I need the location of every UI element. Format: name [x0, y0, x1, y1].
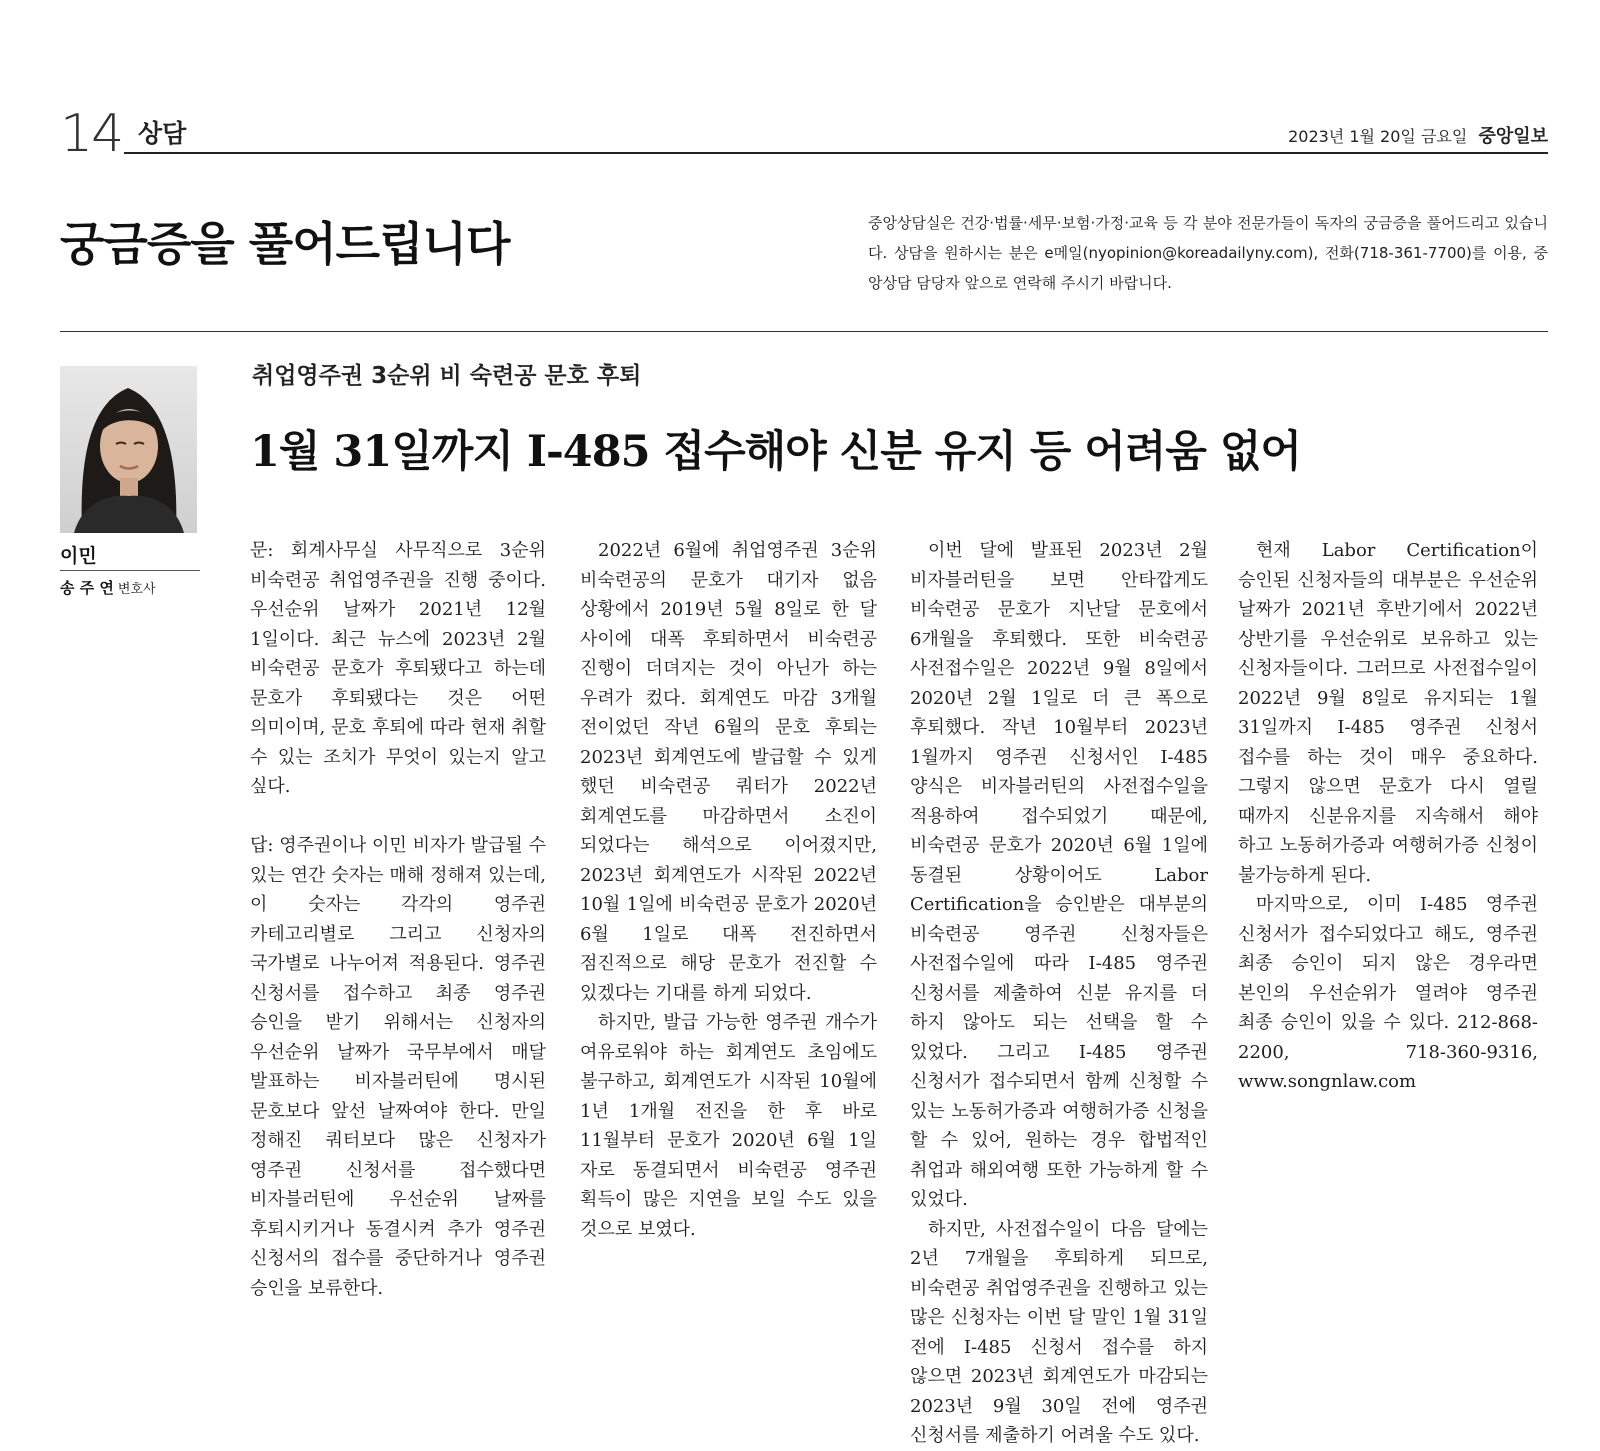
body-paragraph: 하지만, 발급 가능한 영주권 개수가 여유로워야 하는 회계연도 초임에도 불구하고, 회계연도가 시작된 10월에 1년 1개월 전진을 한 후 바로 11월부터 문호가 2020년 6월 1일 자로 동결되면서 비숙련공 영주권 획득이 많은 지연을 보일 수도 있을 것으로 보였다. [580, 1012, 877, 1240]
article-subhead: 취업영주권 3순위 비 숙련공 문호 후퇴 [252, 363, 642, 389]
author-photo [60, 366, 197, 533]
header-divider [124, 152, 1548, 154]
body-paragraph: 2022년 6월에 취업영주권 3순위 비숙련공의 문호가 대기자 없음 상황에서 2019년 5월 8일로 한 달 사이에 대폭 후퇴하면서 비숙련공 진행이 더뎌지는 것이 아닌가 하는 우려가 컸다. 회계연도 마감 3개월 전이었던 작년 6월의 문호 후퇴는 2023년 회계연도에 발급할 수 있게 했던 비숙련공 쿼터가 2022년 회계연도를 마감하면서 소진이 되었다는 해석으로 이어졌지만, 2023년 회계연도가 시작된 2022년 10월 1일에 비숙련공 문호가 2020년 6월 1일로 대폭 전진하면서 점진적으로 해당 문호가 전진할 수 있겠다는 기대를 하게 되었다. [580, 540, 877, 1004]
body-column-1 [250, 536, 546, 1303]
page-number: 14 [60, 104, 123, 164]
author-credit [60, 577, 156, 598]
body-column-4 [1238, 536, 1538, 1097]
section-divider [60, 331, 1548, 332]
page-header [60, 100, 1548, 162]
publication-date: 2023년 1월 20일 금요일 [1288, 127, 1468, 146]
banner-intro: 중앙상담실은 건강·법률·세무·보험·가정·교육 등 각 분야 전문가들이 독자의 궁금증을 풀어드리고 있습니다. 상담을 원하시는 분은 e메일(nyopinion@koreadailyny.com), 전화(718-361-7700)를 이용, 중앙상담 담당자 앞으로 연락해 주시기 바랍니다. [868, 214, 1548, 292]
publication-info [1288, 122, 1548, 148]
body-paragraph: 하지만, 사전접수일이 다음 달에는 2년 7개월을 후퇴하게 되므로, 비숙련공 취업영주권을 진행하고 있는 많은 신청자는 이번 달 말인 1월 31일 전에 I-485 신청서 접수를 하지 않으면 2023년 회계연도가 마감되는 2023년 9월 30일 전에 영주권 신청서를 제출하기 어려울 수도 있다. [910, 1218, 1208, 1446]
author-title: 변호사 [117, 582, 156, 597]
author-name: 송 주 연 [60, 579, 114, 597]
column-category: 이민 [60, 545, 97, 567]
banner-title: 궁금증을 풀어드립니다 [60, 217, 510, 271]
contact-paragraph: 마지막으로, 이미 I-485 영주권 신청서가 접수되었다고 해도, 영주권 최종 승인이 되지 않은 경우라면 본인의 우선순위가 열려야 영주권 최종 승인이 있을 수 있다. 212-868-2200, 718-360-9316, www.songnlaw.com [1238, 894, 1538, 1092]
answer-paragraph: 답: 영주권이나 이민 비자가 발급될 수 있는 연간 숫자는 매해 정해져 있는데, 이 숫자는 각각의 영주권 카테고리별로 그리고 신청자의 국가별로 나누어져 적용된다. 영주권 신청서를 접수하고 최종 영주권 승인을 받기 위해서는 신청자의 우선순위 날짜가 국무부에서 매달 발표하는 비자블러틴에 명시된 문호보다 앞선 날짜여야 한다. 만일 정해진 쿼터보다 많은 신청자가 영주권 신청서를 접수했다면 비자블러틴에 우선순위 날짜를 후퇴시키거나 동결시켜 추가 영주권 신청서의 접수를 중단하거나 영주권 승인을 보류한다. [250, 835, 546, 1299]
question-paragraph: 문: 회계사무실 사무직으로 3순위 비숙련공 취업영주권을 진행 중이다. 우선순위 날짜가 2021년 12월 1일이다. 최근 뉴스에 2023년 2월 비숙련공 문호가 후퇴됐다고 하는데 문호가 후퇴됐다는 것은 어떤 의미이며, 문호 후퇴에 따라 현재 취할 수 있는 조치가 무엇이 있는지 알고 싶다. [250, 540, 546, 797]
author-portrait-image [60, 366, 197, 533]
author-divider [60, 570, 200, 571]
body-paragraph: 현재 Labor Certification이 승인된 신청자들의 대부분은 우선순위 날짜가 2021년 후반기에서 2022년 상반기를 우선순위로 보유하고 있는 신청자들이다. 그러므로 사전접수일이 2022년 9월 8일로 유지되는 1월 31일까지 I-485 영주권 신청서 접수를 하는 것이 매우 중요하다. 그렇지 않으면 문호가 다시 열릴 때까지 신분유지를 지속해서 해야 하고 노동허가증과 여행허가증 신청이 불가능하게 된다. [1238, 540, 1538, 886]
article-headline: 1월 31일까지 I-485 접수해야 신분 유지 등 어려움 없어 [250, 427, 1301, 477]
body-column-3 [910, 536, 1208, 1451]
section-name: 상담 [138, 119, 187, 148]
body-paragraph: 이번 달에 발표된 2023년 2월 비자블러틴을 보면 안타깝게도 비숙련공 문호가 지난달 문호에서 6개월을 후퇴했다. 또한 비숙련공 사전접수일은 2022년 9월 8일에서 2020년 2월 1일로 더 큰 폭으로 후퇴했다. 작년 10월부터 2023년 1월까지 영주권 신청서인 I-485 양식은 비자블러틴의 사전접수일을 적용하여 접수되었기 때문에, 비숙련공 문호가 2020년 6월 1일에 동결된 상황이어도 Labor Certification을 승인받은 대부분의 비숙련공 영주권 신청자들은 사전접수일에 따라 I-485 영주권 신청서를 제출하여 신분 유지를 더 하지 않아도 되는 선택을 할 수 있었다. 그리고 I-485 영주권 신청서가 접수되면서 함께 신청할 수 있는 노동허가증과 여행허가증 신청을 할 수 있어, 원하는 경우 합법적인 취업과 해외여행 또한 가능하게 할 수 있었다. [910, 540, 1208, 1210]
body-column-2 [580, 536, 877, 1244]
masthead-logo: 중앙일보 [1478, 126, 1548, 147]
